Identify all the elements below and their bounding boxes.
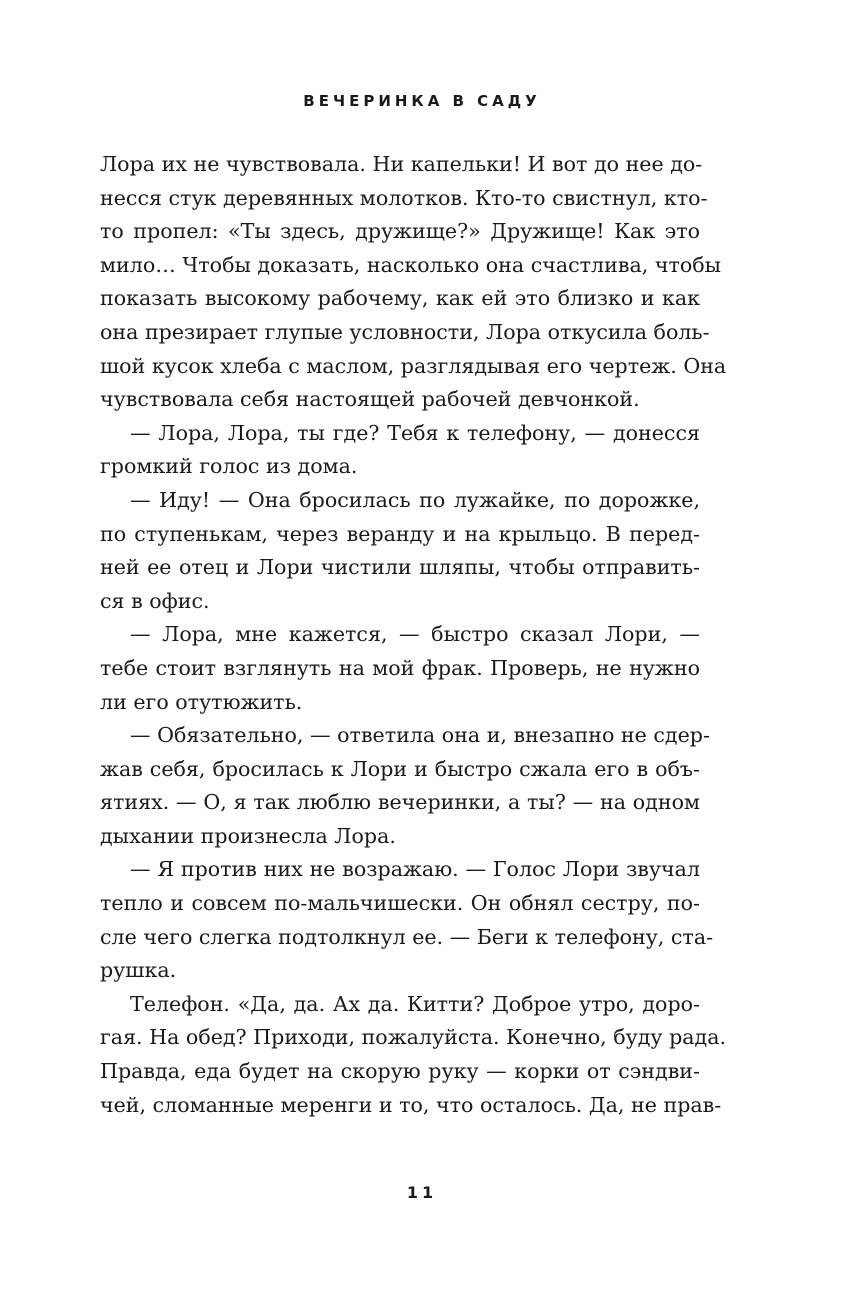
text-line: дыхании произнесла Лора.	[100, 823, 396, 848]
text-line: — Иду! — Она бросилась по лужайке, по дорожке,	[130, 487, 700, 512]
text-line: показать высокому рабочему, как ей это близко и как	[100, 286, 700, 311]
text-line: Лора их не чувствовала. Ни капельки! И вот до нее до-	[100, 152, 703, 176]
text-line: Правда, еда будет на скорую руку — корки от сэндви-	[100, 1059, 700, 1084]
text-line: то пропел: «Ты здесь, дружище?» Дружище! Как это	[100, 219, 700, 244]
text-line: рушка.	[100, 958, 177, 983]
text-line: Телефон. «Да, да. Ах да. Китти? Доброе утро, доро-	[130, 991, 700, 1016]
running-head: ВЕЧЕРИНКА В САДУ	[303, 92, 541, 110]
text-line: сле чего слегка подтолкнул ее. — Беги к телефону, ста-	[100, 924, 714, 949]
text-line: — Я против них не возражаю. — Голос Лори звучал	[130, 857, 700, 882]
text-line: ней ее отец и Лори чистили шляпы, чтобы отправить-	[100, 555, 700, 580]
text-line: ятиях. — О, я так люблю вечеринки, а ты? — на одном	[100, 790, 700, 815]
text-line: чувствовала себя настоящей рабочей девчонкой.	[100, 387, 640, 412]
text-line: тебе стоит взглянуть на мой фрак. Проверь, не нужно	[100, 655, 700, 680]
text-line: мило… Чтобы доказать, насколько она счастлива, чтобы	[100, 252, 722, 277]
text-line: — Лора, мне кажется, — быстро сказал Лори, —	[130, 622, 700, 647]
text-line: по ступенькам, через веранду и на крыльцо. В перед-	[100, 521, 700, 546]
page-number: 11	[406, 1183, 438, 1202]
body-text	[100, 148, 727, 1122]
text-line: — Лора, Лора, ты где? Тебя к телефону, — донесся	[130, 420, 700, 445]
text-line: жав себя, бросилась к Лори и быстро сжала его в объ-	[100, 756, 700, 781]
text-line: — Обязательно, — ответила она и, внезапно не сдер-	[130, 723, 710, 748]
text-line: чей, сломанные меренги и то, что осталось. Да, не прав-	[100, 1092, 722, 1117]
text-line: шой кусок хлеба с маслом, разглядывая его чертеж. Она	[100, 353, 727, 378]
text-line: тепло и совсем по-мальчишески. Он обнял сестру, по-	[100, 891, 700, 916]
text-line: ли его отутюжить.	[100, 689, 303, 714]
text-line: гая. На обед? Приходи, пожалуйста. Конечно, буду рада.	[100, 1025, 727, 1050]
text-line: громкий голос из дома.	[100, 454, 358, 479]
text-line: ся в офис.	[100, 588, 210, 613]
text-line: несся стук деревянных молотков. Кто-то свистнул, кто-	[100, 185, 708, 210]
text-line: она презирает глупые условности, Лора откусила боль-	[100, 319, 710, 344]
